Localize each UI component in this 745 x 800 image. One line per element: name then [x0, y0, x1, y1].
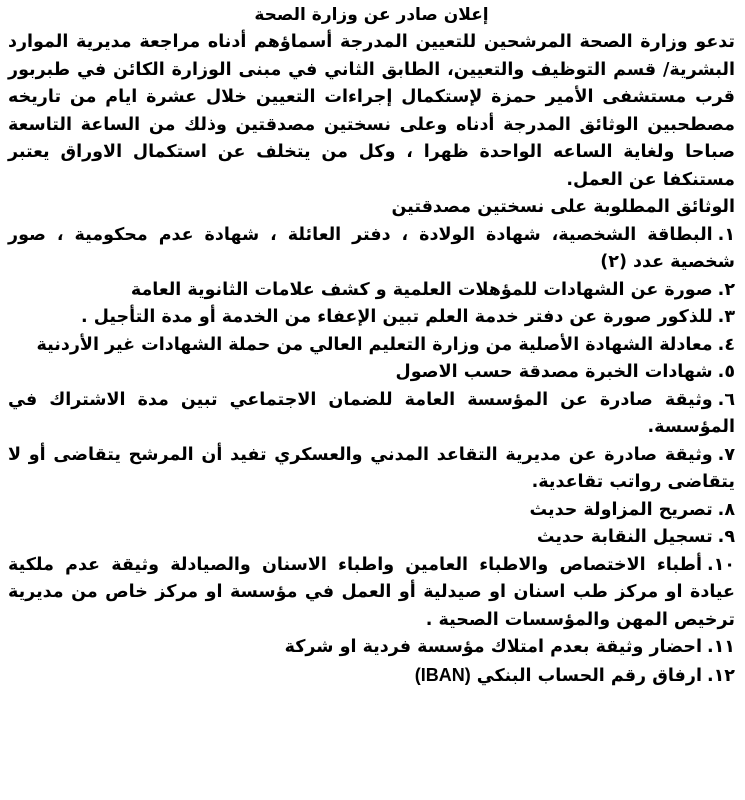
item-text: شهادات الخبرة مصدقة حسب الاصول	[395, 362, 713, 382]
item-number: ٨.	[717, 499, 735, 520]
item-number: ١١.	[706, 637, 735, 657]
document-item	[8, 332, 735, 360]
announcement-title: إعلان صادر عن وزارة الصحة	[254, 5, 489, 25]
item-text: تسجيل النقابة حديث	[536, 527, 713, 547]
item-number: ١.	[717, 224, 735, 245]
document-item	[8, 442, 735, 497]
document-item	[8, 222, 735, 277]
item-text: صورة عن الشهادات للمؤهلات العلمية و كشف علامات الثانوية العامة	[130, 279, 713, 300]
document-item	[8, 552, 735, 635]
document-item	[8, 387, 735, 442]
item-number: ٣.	[717, 307, 735, 327]
item-text: وثيقة صادرة عن مديرية التقاعد المدني والعسكري تفيد أن المرشح يتقاضى أو لا يتقاضى رواتب تقاعدية.	[8, 444, 735, 492]
document-item	[8, 524, 735, 552]
item-text: البطاقة الشخصية، شهادة الولادة ، دفتر العائلة ، شهادة عدم محكومية ، صور شخصية عدد (٢)	[8, 224, 735, 272]
announcement-intro: تدعو وزارة الصحة المرشحين للتعيين المدرجة أسماؤهم أدناه مراجعة مديرية الموارد البشرية/ قسم التوظيف والتعيين، الطابق الثاني في مبنى الوزارة الكائن في طبربور قرب مستشفى الأمير حمزة لإستكمال إجراءات التعيين خلال عشرة ايام من تاريخه مصطحبين الوثائق المدرجة أدناه وعلى نسختين مصدقتين وذلك من الساعة التاسعة صباحا ولغاية الساعه الواحدة ظهرا ، وكل من يتخلف عن استكمال الاوراق يعتبر مستنكفا عن العمل.	[8, 32, 735, 190]
item-number: ١٠.	[706, 554, 735, 575]
iban-label: (IBAN)	[414, 664, 471, 685]
required-documents-list	[8, 222, 735, 691]
document-item	[8, 359, 735, 387]
document-item	[8, 277, 735, 305]
item-number: ٢.	[717, 279, 735, 300]
item-text: تصريح المزاولة حديث	[529, 499, 713, 520]
item-text: للذكور صورة عن دفتر خدمة العلم تبين الإعفاء من الخدمة أو مدة التأجيل .	[80, 307, 713, 327]
item-text: معادلة الشهادة الأصلية من وزارة التعليم العالي من حملة الشهادات غير الأردنية	[36, 334, 713, 355]
item-text: ارفاق رقم الحساب البنكي	[476, 665, 702, 686]
document-item	[8, 304, 735, 332]
item-text: وثيقة صادرة عن المؤسسة العامة للضمان الاجتماعي تبين مدة الاشتراك في المؤسسة.	[8, 389, 735, 437]
required-documents-heading: الوثائق المطلوبة على نسختين مصدقتين	[391, 197, 735, 217]
item-text: احضار وثيقة بعدم امتلاك مؤسسة فردية او شركة	[284, 637, 702, 657]
item-number: ٥.	[717, 362, 735, 382]
item-number: ١٢.	[706, 665, 735, 686]
item-number: ٩.	[717, 527, 735, 547]
document-item	[8, 634, 735, 662]
document-item	[8, 497, 735, 525]
item-number: ٧.	[717, 444, 735, 465]
document-item	[8, 662, 735, 691]
item-text: أطباء الاختصاص والاطباء العامين واطباء الاسنان والصيادلة وثيقة عدم ملكية عيادة او مركز طب اسنان او صيدلية أو العمل في مؤسسة او مركز خاص من مديرية ترخيص المهن والمؤسسات الصحية .	[8, 554, 735, 630]
item-number: ٤.	[717, 334, 735, 355]
item-number: ٦.	[717, 389, 735, 410]
